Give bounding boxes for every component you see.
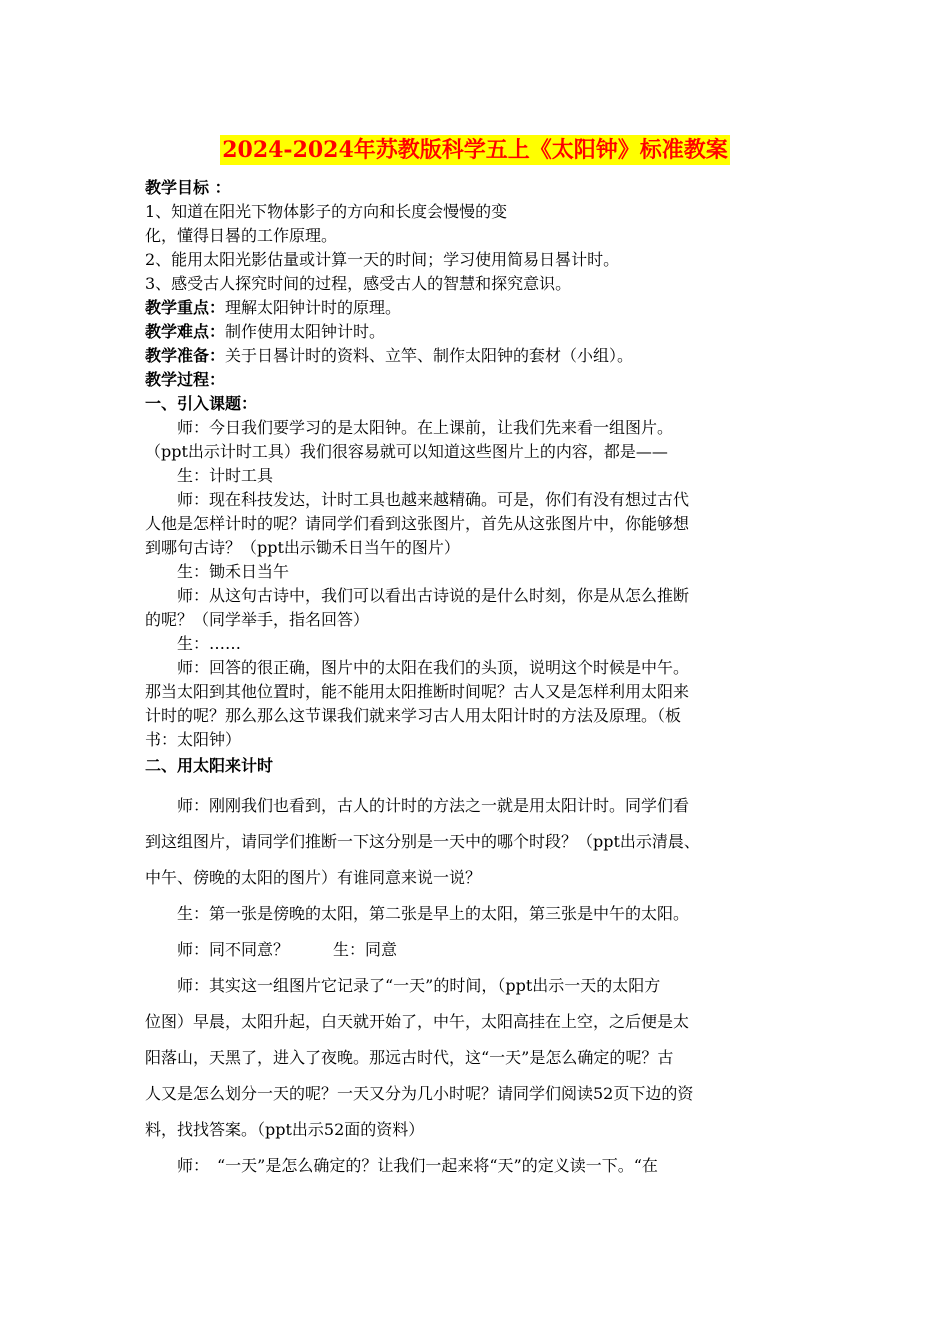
paragraph-line: 师：其实这一组图片它记录了“一天”的时间，（ppt出示一天的太阳方 (177, 976, 661, 995)
section-1-heading: 一、引入课题： (145, 394, 258, 413)
key-point-label: 教学重点： (145, 298, 226, 317)
objectives-heading: 教学目标 ： (145, 178, 231, 197)
paragraph-line: 生：第一张是傍晚的太阳，第二张是早上的太阳，第三张是中午的太阳。 (177, 904, 690, 923)
paragraph-line: 那当太阳到其他位置时，能不能用太阳推断时间呢？古人又是怎样利用太阳来 (145, 682, 690, 701)
paragraph-line: 位图）早晨，太阳升起，白天就开始了，中午，太阳高挂在上空，之后便是太 (145, 1012, 690, 1031)
student-answer: 生：同意 (333, 940, 398, 959)
key-point-text: 理解太阳钟计时的原理。 (225, 298, 402, 317)
paragraph-line: 师：回答的很正确，图片中的太阳在我们的头顶，说明这个时候是中午。 (177, 658, 690, 677)
difficulty-label: 教学难点： (145, 322, 226, 341)
section-2-heading: 二、用太阳来计时 (145, 756, 274, 775)
preparation (145, 344, 805, 368)
objective-2: 2、能用太阳光影估量或计算一天的时间；学习使用简易日晷计时。 (145, 250, 620, 269)
paragraph-line: 师：现在科技发达，计时工具也越来越精确。可是，你们有没有想过古代 (177, 490, 690, 509)
teacher-question: 师：同不同意？ (177, 940, 290, 959)
paragraph-line: 师：今日我们要学习的是太阳钟。在上课前，让我们先来看一组图片。 (177, 418, 674, 437)
paragraph-line: 师：刚刚我们也看到，古人的计时的方法之一就是用太阳计时。同学们看 (177, 796, 690, 815)
paragraph-line: 中午、傍晚的太阳的图片）有谁同意来说一说？ (145, 868, 482, 887)
key-point (145, 296, 805, 320)
section-2-body (145, 788, 805, 1184)
paragraph-line: 师：从这句古诗中，我们可以看出古诗说的是什么时刻，你是从怎么推断 (177, 586, 690, 605)
paragraph-line: 书：太阳钟） (145, 730, 242, 749)
paragraph-line: 人他是怎样计时的呢？请同学们看到这张图片，首先从这张图片中，你能够想 (145, 514, 690, 533)
header-block (145, 176, 805, 780)
title-container (0, 135, 950, 165)
difficulty-text: 制作使用太阳钟计时。 (225, 322, 386, 341)
paragraph-line: 阳落山，天黑了，进入了夜晚。那远古时代，这“一天”是怎么确定的呢？古 (145, 1048, 674, 1067)
paragraph-line: 生：计时工具 (177, 466, 274, 485)
document-title: 2024-2024年苏教版科学五上《太阳钟》标准教案 (222, 137, 728, 163)
paragraph-line: 到哪句古诗？（ppt出示锄禾日当午的图片） (145, 538, 460, 557)
paragraph-line: 生：…… (177, 634, 242, 653)
difficulty (145, 320, 805, 344)
objective-3: 3、感受古人探究时间的过程，感受古人的智慧和探究意识。 (145, 274, 572, 293)
process-heading: 教学过程： (145, 370, 226, 389)
paragraph-line: 师： “一天”是怎么确定的？让我们一起来将“天”的定义读一下。“在 (177, 1156, 658, 1175)
paragraph-line: 计时的呢？那么那么这节课我们就来学习古人用太阳计时的方法及原理。（板 (145, 706, 682, 725)
paragraph-line: 生：锄禾日当午 (177, 562, 290, 581)
preparation-label: 教学准备： (145, 346, 226, 365)
paragraph-line: 人又是怎么划分一天的呢？一天又分为几小时呢？请同学们阅读52页下边的资 (145, 1084, 694, 1103)
paragraph-line: 到这组图片，请同学们推断一下这分别是一天中的哪个时段？（ppt出示清晨、 (145, 832, 700, 851)
objective-1-line-1: 1、知道在阳光下物体影子的方向和长度会慢慢的变 (145, 202, 508, 221)
paragraph-line: 料，找找答案。（ppt出示52面的资料） (145, 1120, 425, 1139)
paragraph-line: 的呢？（同学举手，指名回答） (145, 610, 370, 629)
preparation-text: 关于日晷计时的资料、立竿、制作太阳钟的套材（小组）。 (225, 346, 634, 365)
objective-1-line-2: 化，懂得日晷的工作原理。 (145, 226, 338, 245)
document-body (145, 176, 805, 1184)
dialogue-line (145, 932, 805, 968)
paragraph-line: （ppt出示计时工具）我们很容易就可以知道这些图片上的内容，都是—— (145, 442, 668, 461)
